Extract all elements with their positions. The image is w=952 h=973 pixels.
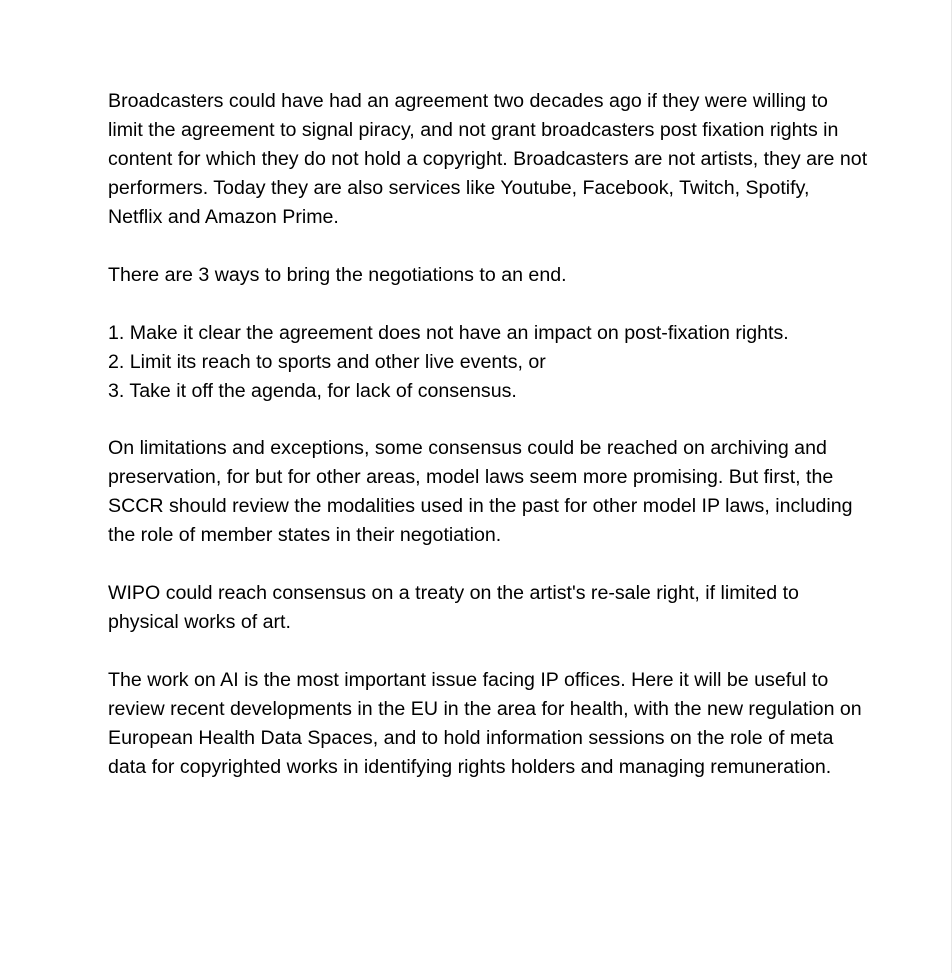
paragraph-limitations-exceptions: On limitations and exceptions, some consensus could be reached on archiving and preservation, for but for other areas, model laws seem more promising. But first, the SCCR should review the modalities used in the past for other model IP laws, including the role of member states in their negotiation. (108, 437, 853, 547)
list-item: 3. Take it off the agenda, for lack of consensus. (108, 379, 517, 402)
list-item: 1. Make it clear the agreement does not have an impact on post-fixation rights. (108, 321, 789, 344)
negotiation-options-list (108, 319, 868, 406)
paragraph-broadcasters: Broadcasters could have had an agreement two decades ago if they were willing to limit the agreement to signal piracy, and not grant broadcasters post fixation rights in content for which they do not hold a copyright. Broadcasters are not artists, they are not performers. Today they are also services like Youtube, Facebook, Twitch, Spotify, Netflix and Amazon Prime. (108, 90, 868, 228)
list-item: 2. Limit its reach to sports and other live events, or (108, 350, 546, 373)
paragraph-ai: The work on AI is the most important issue facing IP offices. Here it will be useful to review recent developments in the EU in the area for health, with the new regulation on European Health Data Spaces, and to hold information sessions on the role of meta data for copyrighted works in identifying rights holders and managing remuneration. (108, 668, 862, 778)
paragraph-three-ways: There are 3 ways to bring the negotiations to an end. (108, 263, 567, 286)
paragraph-resale-right: WIPO could reach consensus on a treaty on the artist's re-sale right, if limited to physical works of art. (108, 582, 799, 634)
document-body (108, 87, 868, 811)
